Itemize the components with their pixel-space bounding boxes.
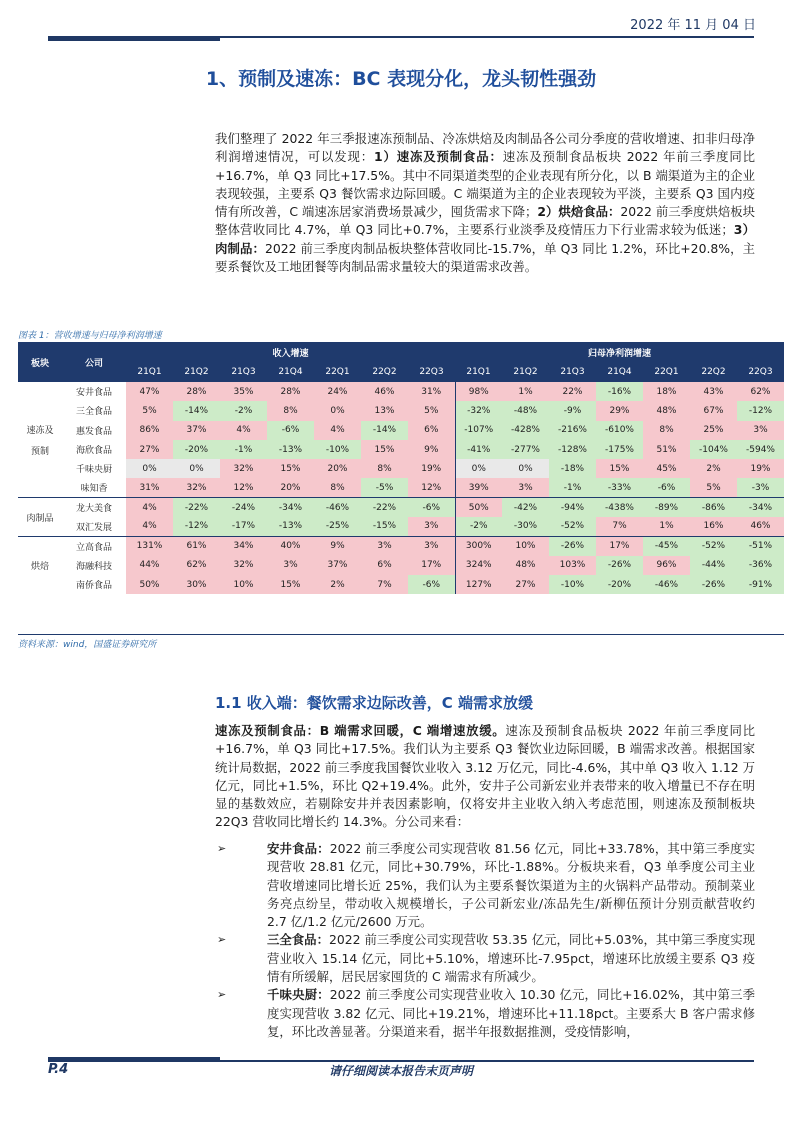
intro-paragraph [215, 130, 755, 276]
profit-growth-cell: 96% [643, 556, 690, 575]
profit-growth-cell: -6% [643, 478, 690, 497]
rev-growth-cell: 9% [314, 536, 361, 555]
rev-growth-cell: -1% [220, 440, 267, 459]
rev-quarter-header: 21Q2 [173, 362, 220, 382]
disclaimer-note: 请仔细阅读本报告末页声明 [328, 1064, 473, 1078]
profit-growth-cell: 48% [502, 556, 549, 575]
profit-growth-cell: 98% [455, 382, 502, 401]
rev-growth-cell: -14% [361, 421, 408, 440]
rev-growth-cell: -14% [173, 401, 220, 420]
table-caption: 图表 1：营收增速与归母净利润增速 [18, 331, 162, 341]
rev-growth-cell: 4% [220, 421, 267, 440]
profit-growth-cell: 25% [690, 421, 737, 440]
growth-table [18, 342, 784, 594]
rev-growth-cell: 8% [361, 459, 408, 478]
rev-growth-cell: 20% [314, 459, 361, 478]
profit-growth-cell: 17% [596, 536, 643, 555]
rev-growth-cell: 4% [314, 421, 361, 440]
company-name: 千味央厨 [62, 459, 126, 478]
bullet-text: 2022 前三季度公司实现营业收入 10.30 亿元，同比+16.02%，其中第三季度实现营收 3.82 亿元、同比+19.21%，增速环比+11.18pct。主要系大 B 客户需求修复，环比改善显著。分渠道来看，据半年报数据推测，受疫情影响， [267, 987, 756, 1039]
profit-growth-cell: 46% [737, 517, 784, 536]
profit-growth-cell: 0% [502, 459, 549, 478]
table-row [18, 459, 784, 478]
rev-growth-cell: -6% [408, 498, 455, 517]
company-name: 海融科技 [62, 556, 126, 575]
company-name: 海欣食品 [62, 440, 126, 459]
section-title: 1、预制及速冻：BC 表现分化，龙头韧性强劲 [205, 68, 597, 90]
rev-growth-cell: 37% [314, 556, 361, 575]
company-name: 立高食品 [62, 536, 126, 555]
rev-growth-cell: -13% [267, 440, 314, 459]
bullet-qianwei [215, 986, 755, 1041]
profit-growth-cell: -3% [737, 478, 784, 497]
arrow-bullet-icon: ➢ [217, 988, 227, 1002]
header-rule-accent [48, 38, 220, 41]
company-name: 三全食品 [62, 401, 126, 420]
rev-growth-cell: 24% [314, 382, 361, 401]
rev-growth-cell: 4% [126, 498, 173, 517]
profit-growth-cell: -277% [502, 440, 549, 459]
profit-growth-cell: -104% [690, 440, 737, 459]
profit-growth-cell: 3% [737, 421, 784, 440]
rev-growth-cell: 9% [408, 440, 455, 459]
table-row [18, 382, 784, 401]
rev-growth-cell: 19% [408, 459, 455, 478]
rev-growth-cell: -22% [361, 498, 408, 517]
group-label-line1: 速冻及 [26, 425, 54, 436]
intro-bold-2: 2）烘焙食品： [537, 204, 621, 220]
rev-growth-cell: 2% [314, 575, 361, 594]
table-row [18, 556, 784, 575]
rev-growth-cell: -17% [220, 517, 267, 536]
profit-growth-cell: -20% [596, 575, 643, 594]
table-row [18, 401, 784, 420]
profit-quarter-header: 21Q1 [455, 362, 502, 382]
rev-growth-cell: -6% [267, 421, 314, 440]
profit-growth-cell: -107% [455, 421, 502, 440]
bullet-sanquan [215, 931, 755, 986]
rev-growth-cell: 13% [361, 401, 408, 420]
rev-growth-cell: 28% [267, 382, 314, 401]
profit-growth-cell: 62% [737, 382, 784, 401]
rev-growth-cell: 32% [173, 478, 220, 497]
profit-growth-cell: -30% [502, 517, 549, 536]
rev-growth-cell: 15% [267, 459, 314, 478]
rev-growth-cell: -15% [361, 517, 408, 536]
rev-growth-cell: 50% [126, 575, 173, 594]
rev-growth-cell: -10% [314, 440, 361, 459]
group-label-line1: 烘焙 [30, 562, 49, 573]
bullet-title: 三全食品： [267, 932, 329, 948]
rev-quarter-header: 21Q4 [267, 362, 314, 382]
profit-growth-cell: -26% [690, 575, 737, 594]
rev-growth-cell: 47% [126, 382, 173, 401]
profit-quarter-header: 22Q2 [690, 362, 737, 382]
table-row [18, 575, 784, 594]
profit-quarter-header: 22Q3 [737, 362, 784, 382]
profit-growth-cell: -91% [737, 575, 784, 594]
lead-text: 速冻及预制食品板块 2022 年前三季度同比+16.7%，单 Q3 同比+17.5%。我们认为主要系 Q3 餐饮业边际回暖，B 端需求改善。根据国家统计局数据，2022 前三季度我国餐饮业收入 3.12 万亿元，同比-4.6%，其中单 Q3 收入 1.12 万亿元，同比+1.5%，环比 Q2+19.4%。此外，安井子公司新宏业并表带来的收入增量已不存在明显的基数效应，若剔除安井并表因素影响，仅将安井主业收入纳入考虑范围，则速冻及预制板块 22Q3 营收同比增长约 14.3%。分公司来看： [215, 723, 755, 830]
profit-growth-cell: -42% [502, 498, 549, 517]
profit-growth-cell: -46% [643, 575, 690, 594]
profit-growth-cell: -175% [596, 440, 643, 459]
group-label [18, 498, 62, 537]
rev-quarter-header: 21Q1 [126, 362, 173, 382]
report-date: 2022 年 11 月 04 日 [630, 18, 756, 33]
rev-growth-cell: -34% [267, 498, 314, 517]
rev-growth-cell: 6% [361, 556, 408, 575]
table-row [18, 517, 784, 536]
table-row [18, 478, 784, 497]
profit-growth-cell: 127% [455, 575, 502, 594]
subsection-title: 1.1 收入端：餐饮需求边际改善，C 端需求放缓 [215, 694, 534, 712]
profit-growth-cell: -52% [549, 517, 596, 536]
profit-growth-cell: -36% [737, 556, 784, 575]
bullet-title: 千味央厨： [267, 987, 330, 1003]
rev-growth-cell: -5% [361, 478, 408, 497]
rev-growth-cell: 27% [126, 440, 173, 459]
table-bottom-rule [18, 634, 784, 635]
rev-growth-cell: 12% [220, 478, 267, 497]
profit-growth-cell: -48% [502, 401, 549, 420]
profit-growth-cell: 10% [502, 536, 549, 555]
rev-growth-cell: -24% [220, 498, 267, 517]
company-name: 南侨食品 [62, 575, 126, 594]
profit-quarter-header: 22Q1 [643, 362, 690, 382]
rev-quarter-header: 22Q1 [314, 362, 361, 382]
profit-growth-cell: 0% [455, 459, 502, 478]
profit-growth-cell: 2% [690, 459, 737, 478]
profit-growth-cell: 39% [455, 478, 502, 497]
rev-growth-cell: 0% [314, 401, 361, 420]
rev-growth-cell: -25% [314, 517, 361, 536]
rev-growth-cell: -12% [173, 517, 220, 536]
intro-text-3: 2022 前三季度烘焙板块整体营收同比 4.7%，单 Q3 同比+0.7%，主要系行业淡季及疫情压力下行业需求较为低迷； [215, 204, 756, 238]
growth-table-wrapper [18, 342, 784, 594]
profit-growth-cell: -2% [455, 517, 502, 536]
rev-growth-cell: 62% [173, 556, 220, 575]
group-label-line1: 肉制品 [26, 513, 54, 524]
profit-growth-cell: 29% [596, 401, 643, 420]
profit-growth-cell: -216% [549, 421, 596, 440]
profit-growth-cell: -94% [549, 498, 596, 517]
table-row [18, 440, 784, 459]
intro-text-2: 速冻及预制食品板块 2022 年前三季度同比+16.7%，单 Q3 同比+17.5%。其中不同渠道类型的企业表现有所分化，以 B 端渠道为主的企业表现较强，主要系 Q3 餐饮需求边际回暖。C 端渠道为主的企业表现较为平淡，主要系 Q3 国内疫情有所改善，C 端速冻居家消费场景减少，囤货需求下降； [215, 149, 755, 220]
intro-bold-3: 3）肉制品： [215, 222, 756, 256]
company-name: 味知香 [62, 478, 126, 497]
profit-growth-cell: -594% [737, 440, 784, 459]
profit-growth-cell: -45% [643, 536, 690, 555]
rev-growth-cell: 61% [173, 536, 220, 555]
intro-text-4: 2022 前三季度肉制品板块整体营收同比-15.7%，单 Q3 同比 1.2%，环比+20.8%，主要系餐饮及工地团餐等肉制品需求量较大的渠道需求改善。 [215, 240, 756, 275]
profit-growth-cell: -26% [549, 536, 596, 555]
rev-growth-cell: -2% [220, 401, 267, 420]
profit-growth-cell: -26% [596, 556, 643, 575]
profit-growth-cell: 300% [455, 536, 502, 555]
company-name: 龙大美食 [62, 498, 126, 517]
intro-bold-1: 1）速冻及预制食品： [374, 149, 503, 165]
rev-quarter-header: 21Q3 [220, 362, 267, 382]
rev-growth-cell: 86% [126, 421, 173, 440]
rev-quarter-header: 22Q3 [408, 362, 455, 382]
profit-growth-cell: 51% [643, 440, 690, 459]
rev-growth-cell: -22% [173, 498, 220, 517]
profit-growth-cell: -9% [549, 401, 596, 420]
rev-growth-cell: 17% [408, 556, 455, 575]
col-header-revenue: 收入增速 [126, 342, 455, 362]
page-number: P.4 [48, 1062, 69, 1077]
profit-growth-cell: 7% [596, 517, 643, 536]
rev-growth-cell: 15% [361, 440, 408, 459]
rev-growth-cell: 12% [408, 478, 455, 497]
group-label [18, 536, 62, 594]
rev-growth-cell: 5% [408, 401, 455, 420]
rev-growth-cell: -20% [173, 440, 220, 459]
rev-growth-cell: 0% [173, 459, 220, 478]
rev-growth-cell: 35% [220, 382, 267, 401]
rev-growth-cell: 10% [220, 575, 267, 594]
profit-growth-cell: -610% [596, 421, 643, 440]
profit-growth-cell: -89% [643, 498, 690, 517]
profit-growth-cell: -33% [596, 478, 643, 497]
rev-growth-cell: 8% [267, 401, 314, 420]
rev-quarter-header: 22Q2 [361, 362, 408, 382]
profit-growth-cell: 15% [596, 459, 643, 478]
rev-growth-cell: 31% [126, 478, 173, 497]
group-label-line2: 预制 [30, 446, 49, 457]
rev-growth-cell: 0% [126, 459, 173, 478]
rev-growth-cell: -13% [267, 517, 314, 536]
rev-growth-cell: 46% [361, 382, 408, 401]
profit-growth-cell: -51% [737, 536, 784, 555]
profit-growth-cell: -32% [455, 401, 502, 420]
rev-growth-cell: 30% [173, 575, 220, 594]
rev-growth-cell: 131% [126, 536, 173, 555]
profit-growth-cell: -10% [549, 575, 596, 594]
profit-growth-cell: 5% [690, 478, 737, 497]
profit-growth-cell: -52% [690, 536, 737, 555]
table-row [18, 421, 784, 440]
profit-growth-cell: 50% [455, 498, 502, 517]
profit-growth-cell: -1% [549, 478, 596, 497]
rev-growth-cell: 28% [173, 382, 220, 401]
rev-growth-cell: -6% [408, 575, 455, 594]
intro-text-1: 我们整理了 2022 年三季报速冻预制品、冷冻烘焙及肉制品各公司分季度的营收增速、扣非归母净利润增速情况，可以发现： [215, 131, 755, 165]
profit-growth-cell: 67% [690, 401, 737, 420]
rev-growth-cell: 5% [126, 401, 173, 420]
profit-growth-cell: 48% [643, 401, 690, 420]
rev-growth-cell: 32% [220, 459, 267, 478]
profit-growth-cell: -18% [549, 459, 596, 478]
profit-growth-cell: 324% [455, 556, 502, 575]
rev-growth-cell: 3% [361, 536, 408, 555]
rev-growth-cell: 20% [267, 478, 314, 497]
arrow-bullet-icon: ➢ [217, 842, 227, 855]
rev-growth-cell: 34% [220, 536, 267, 555]
rev-growth-cell: 6% [408, 421, 455, 440]
rev-growth-cell: 32% [220, 556, 267, 575]
bullet-text: 2022 前三季度公司实现营收 81.56 亿元，同比+33.78%，其中第三季度实现营收 28.81 亿元，同比+30.79%，环比-1.88%。分板块来看，Q3 单季度公司主业营收增速同比增长近 25%，我们认为主要系餐饮渠道为主的火锅料产品带动。预制菜业务亮点纷呈，带动收入规模增长，子公司新宏业/冻品先生/新柳伍预计分别贡献营收约 2.7 亿/1.2 亿元/2600 万元。 [267, 841, 756, 930]
rev-growth-cell: 4% [126, 517, 173, 536]
rev-growth-cell: 3% [267, 556, 314, 575]
company-name: 双汇发展 [62, 517, 126, 536]
profit-growth-cell: 19% [737, 459, 784, 478]
bullet-text: 2022 前三季度公司实现营收 53.35 亿元，同比+5.03%，其中第三季度实现营业收入 15.14 亿元，同比+5.10%，增速环比-7.95pct，增速环比放缓主要系 Q3 疫情有所缓解，居民居家囤货的 C 端需求有所减少。 [267, 932, 755, 985]
profit-growth-cell: 45% [643, 459, 690, 478]
profit-quarter-header: 21Q2 [502, 362, 549, 382]
profit-growth-cell: 1% [502, 382, 549, 401]
profit-growth-cell: 8% [643, 421, 690, 440]
rev-growth-cell: 8% [314, 478, 361, 497]
rev-growth-cell: 44% [126, 556, 173, 575]
profit-growth-cell: 103% [549, 556, 596, 575]
table-source: 资料来源：wind，国盛证券研究所 [18, 640, 157, 650]
profit-growth-cell: 43% [690, 382, 737, 401]
rev-growth-cell: 15% [267, 575, 314, 594]
col-header-company: 公司 [62, 342, 126, 382]
rev-growth-cell: 3% [408, 536, 455, 555]
group-label [18, 382, 62, 498]
subsection-lead [215, 722, 755, 832]
profit-growth-cell: 16% [690, 517, 737, 536]
col-header-profit: 归母净利润增速 [455, 342, 784, 362]
profit-growth-cell: -428% [502, 421, 549, 440]
lead-bold: 速冻及预制食品：B 端需求回暖，C 端增速放缓。 [215, 723, 506, 738]
profit-growth-cell: -12% [737, 401, 784, 420]
rev-growth-cell: 37% [173, 421, 220, 440]
profit-quarter-header: 21Q3 [549, 362, 596, 382]
profit-growth-cell: -438% [596, 498, 643, 517]
rev-growth-cell: 40% [267, 536, 314, 555]
col-header-group: 板块 [18, 342, 62, 382]
profit-growth-cell: 27% [502, 575, 549, 594]
table-row [18, 536, 784, 555]
profit-growth-cell: 1% [643, 517, 690, 536]
company-name: 安井食品 [62, 382, 126, 401]
rev-growth-cell: 3% [408, 517, 455, 536]
profit-growth-cell: 22% [549, 382, 596, 401]
table-row [18, 498, 784, 517]
bullet-title: 安井食品： [267, 841, 330, 856]
profit-growth-cell: -44% [690, 556, 737, 575]
company-bullets [215, 840, 755, 1041]
profit-growth-cell: -41% [455, 440, 502, 459]
profit-growth-cell: 18% [643, 382, 690, 401]
profit-growth-cell: -16% [596, 382, 643, 401]
profit-growth-cell: -128% [549, 440, 596, 459]
profit-growth-cell: -34% [737, 498, 784, 517]
rev-growth-cell: -46% [314, 498, 361, 517]
bullet-anjing [215, 840, 755, 931]
profit-quarter-header: 21Q4 [596, 362, 643, 382]
profit-growth-cell: -86% [690, 498, 737, 517]
arrow-bullet-icon: ➢ [217, 933, 227, 947]
company-name: 惠发食品 [62, 421, 126, 440]
rev-growth-cell: 7% [361, 575, 408, 594]
rev-growth-cell: 31% [408, 382, 455, 401]
profit-growth-cell: 3% [502, 478, 549, 497]
